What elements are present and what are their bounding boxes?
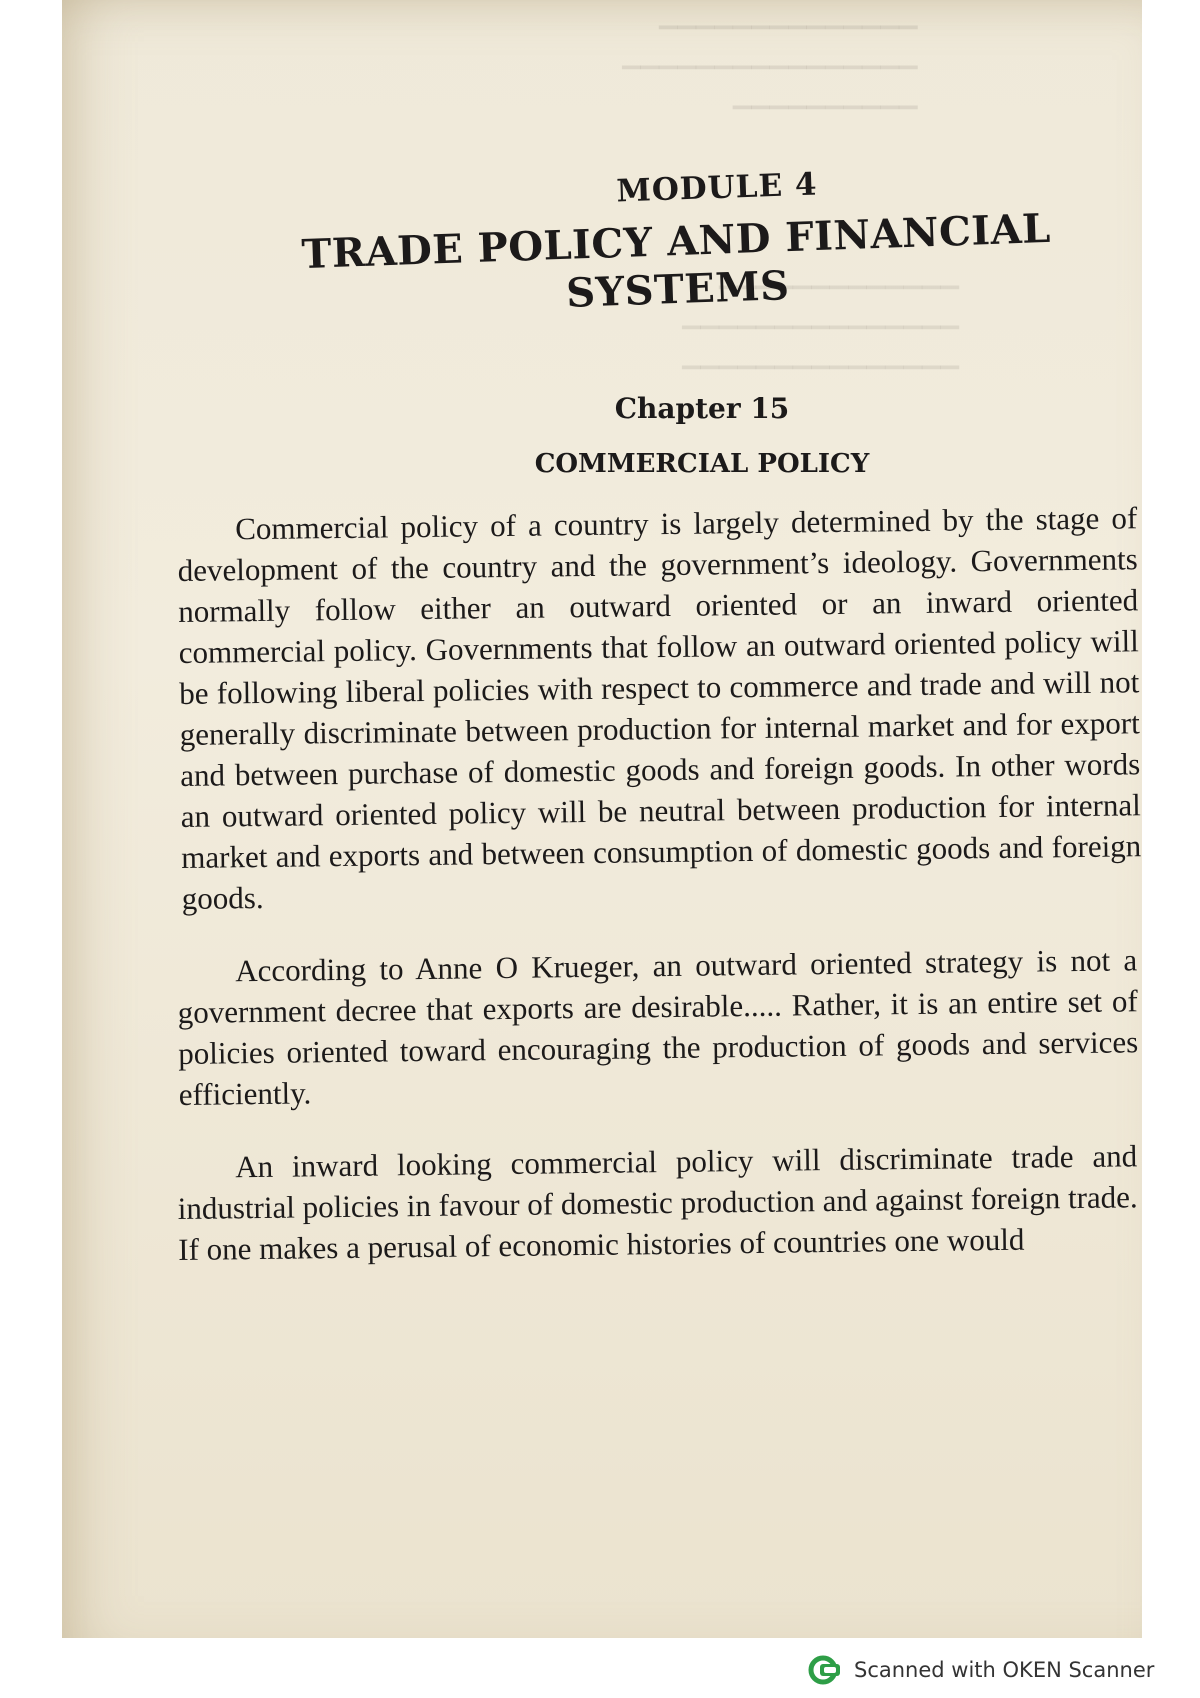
module-title: TRADE POLICY AND FINANCIAL SYSTEMS [300, 204, 1052, 317]
scanner-watermark-text: Scanned with OKEN Scanner [854, 1658, 1155, 1682]
bleed-through-text: ▔▔▔▔▔▔▔▔▔▔▔▔▔▔ ▔▔▔▔▔▔▔▔▔▔▔▔▔▔▔▔ ▔▔▔▔▔▔▔▔▔▔ [622, 26, 918, 134]
oken-scanner-logo-icon [808, 1653, 842, 1687]
scanned-page-image [62, 0, 1142, 1638]
paragraph: According to Anne O Krueger, an outward oriented strategy is not a government decree that exports are desirable..... Rather, it is an entire set of policies oriented toward encouraging the production of goods and services efficiently. [177, 942, 1139, 1112]
bleed-through-text: ▔▔▔▔▔▔▔▔▔▔▔▔▔ ▔▔▔▔▔▔▔▔▔▔▔▔▔▔▔ ▔▔▔▔▔▔▔▔▔▔▔▔▔▔▔ [682, 286, 959, 394]
chapter-title: COMMERCIAL POLICY [534, 449, 870, 479]
module-label: MODULE 4 [615, 166, 819, 210]
book-page [177, 166, 1142, 1270]
paragraph: Commercial policy of a country is largely determined by the stage of development of the country and the government’s ideology. Governments normally follow either an outward oriented or an inward oriented commercial policy. Governments that follow an outward oriented policy will be following liberal policies with respect to commerce and trade and will not generally discriminate between production for internal market and for export and between purchase of domestic goods and foreign goods. In other words an outward oriented policy will be neutral between production for internal market and exports and between consumption of domestic goods and foreign goods. [177, 500, 1142, 916]
scanner-watermark [808, 1650, 1154, 1690]
chapter-label: Chapter 15 [614, 392, 790, 425]
paragraph: An inward looking commercial policy will discriminate trade and industrial policies in favour of domestic production and against foreign trade. If one makes a perusal of economic histories of countries one would [177, 1138, 1138, 1267]
